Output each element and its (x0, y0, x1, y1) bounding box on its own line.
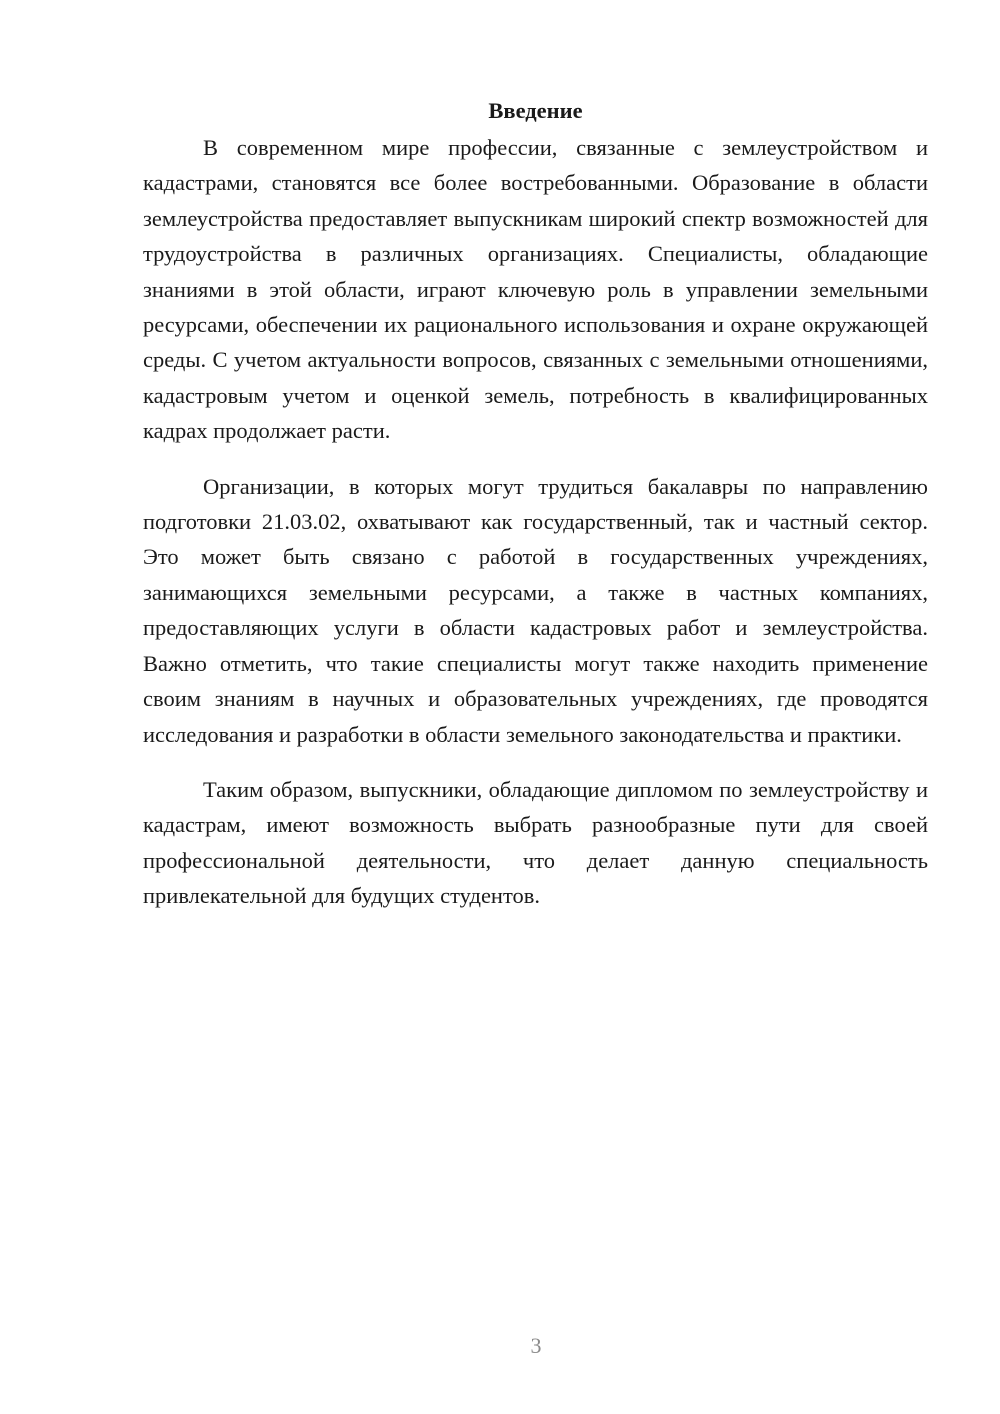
paragraph-2: Организации, в которых могут трудиться бакалавры по направлению подготовки 21.03.02, охватывают как государственный, так и частный сектор. Это может быть связано с работой в государственных учреждениях, занимающихся земельными ресурсами, а также в частных компаниях, предоставляющих услуги в области кадастровых работ и землеустройства. Важно отметить, что такие специалисты могут также находить применение своим знаниям в научных и образовательных учреждениях, где проводятся исследования и разработки в области земельного законодательства и практики. (143, 473, 928, 747)
paragraph-3: Таким образом, выпускники, обладающие дипломом по землеустройству и кадастрам, имеют возможность выбрать разнообразные пути для своей профессиональной деятельности, что делает данную специальность привлекательной для будущих студентов. (143, 776, 928, 909)
page-number: 3 (530, 1333, 542, 1358)
paragraph-1: В современном мире профессии, связанные с землеустройством и кадастрами, становятся все более востребованными. Образование в области землеустройства предоставляет выпускникам широкий спектр возможностей для трудоустройства в различных организациях. Специалисты, обладающие знаниями в этой области, играют ключевую роль в управлении земельными ресурсами, обеспечении их рационального использования и охране окружающей среды. С учетом актуальности вопросов, связанных с земельными отношениями, кадастровым учетом и оценкой земель, потребность в квалифицированных кадрах продолжает расти. (143, 135, 928, 444)
section-title: Введение (488, 98, 583, 123)
document-body (143, 92, 928, 914)
